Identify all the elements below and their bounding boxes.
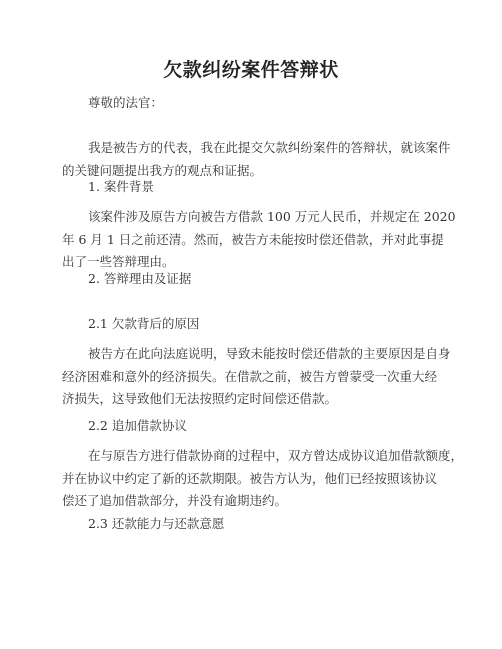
intro-line: 的关键问题提出我方的观点和证据。: [62, 162, 263, 178]
section2-2-line: 在与原告方进行借款协商的过程中，双方曾达成协议追加借款额度，: [88, 448, 464, 463]
section2-2-paragraph: [62, 445, 462, 513]
section2-1-line: 经济困难和意外的经济损失。在借款之前，被告方曾蒙受一次重大经: [62, 368, 438, 384]
section2-2-heading: 2.2 追加借款协议: [88, 418, 187, 433]
intro-line: 我是被告方的代表，我在此提交欠款纠纷案件的答辩状，就该案件: [88, 140, 451, 155]
section2-3-heading: 2.3 还款能力与还款意愿: [88, 516, 225, 531]
section2-2-line: 偿还了追加借款部分，并没有逾期违约。: [62, 493, 288, 508]
section1-paragraph: [62, 206, 462, 274]
section1-heading: 1. 案件背景: [88, 179, 154, 194]
section2-heading: 2. 答辩理由及证据: [88, 271, 192, 286]
section1-line: 出了一些答辩理由。: [62, 254, 175, 269]
document-title: 欠款纠纷案件答辩状: [163, 59, 339, 81]
salutation: 尊敬的法官：: [88, 95, 164, 110]
section1-line: 年 6 月 1 日之前还清。然而，被告方未能按时偿还借款，并对此事提: [62, 231, 444, 247]
section2-1-line: 济损失，这导致他们无法按照约定时间偿还借款。: [62, 391, 338, 406]
section2-1-heading: 2.1 欠款背后的原因: [88, 316, 200, 331]
section2-2-line: 并在协议中约定了新的还款期限。被告方认为，他们已经按照该协议: [62, 470, 438, 486]
section2-1-paragraph: [62, 343, 462, 411]
section2-1-line: 被告方在此向法庭说明，导致未能按时偿还借款的主要原因是自身: [88, 346, 451, 361]
section1-line: 该案件涉及原告方向被告方借款 100 万元人民币，并规定在 2020: [88, 209, 456, 224]
